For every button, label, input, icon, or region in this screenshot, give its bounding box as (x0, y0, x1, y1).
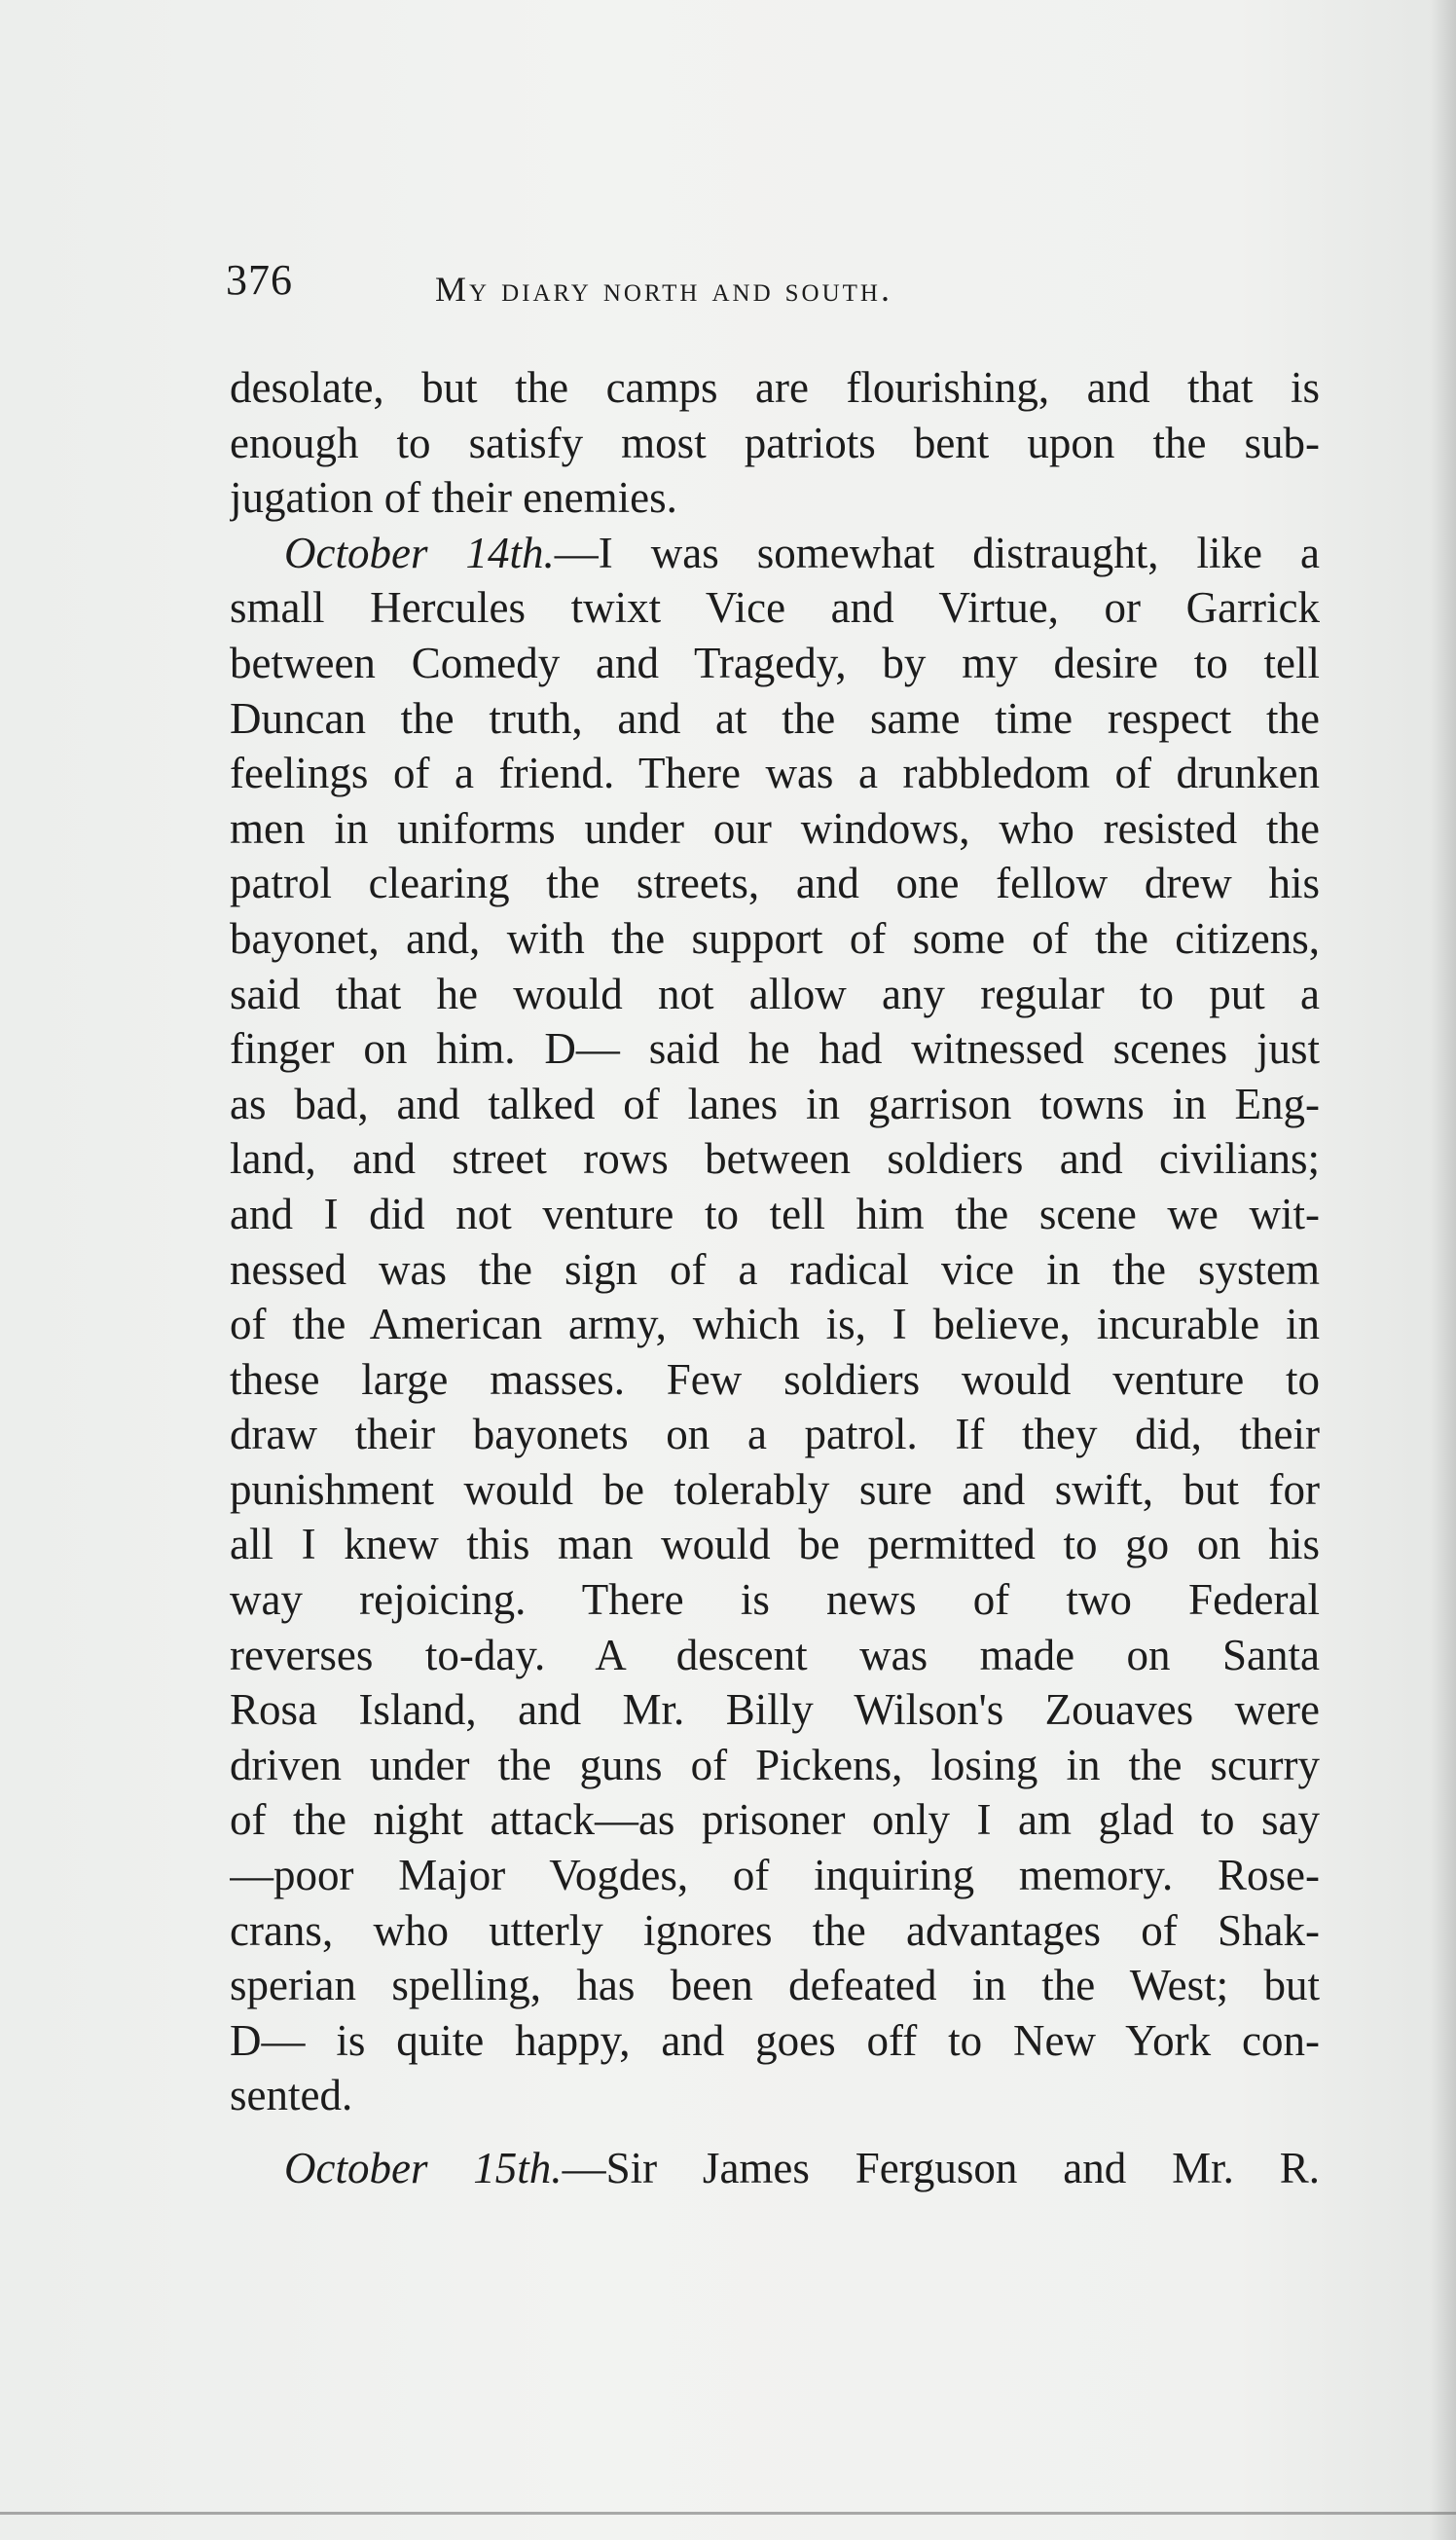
text-line: said that he would not allow any regular to put a (230, 969, 1320, 1018)
text-line: feelings of a friend. There was a rabbledom of drunken (230, 749, 1320, 798)
text-line: driven under the guns of Pickens, losing in the scurry (230, 1740, 1320, 1789)
date-line-text: —I was somewhat distraught, like a (554, 528, 1320, 577)
date-line-text: —Sir James Ferguson and Mr. R. (562, 2144, 1320, 2192)
text-line: all I knew this man would be permitted to go on his (230, 1520, 1320, 1569)
text-line: these large masses. Few soldiers would venture to (230, 1354, 1320, 1404)
text-line: jugation of their enemies. (230, 473, 677, 523)
diary-date: October 14th. (284, 528, 555, 577)
text-line: patrol clearing the streets, and one fellow drew his (230, 859, 1320, 908)
text-line: bayonet, and, with the support of some of the citizens, (230, 913, 1320, 963)
text-line: —poor Major Vogdes, of inquiring memory. Rose- (230, 1851, 1320, 1900)
text-line: sperian spelling, has been defeated in the West; but (230, 1961, 1320, 2010)
text-line: crans, who utterly ignores the advantages of Shak- (230, 1905, 1320, 1955)
paragraph-1 (230, 360, 1320, 526)
text-line: of the American army, which is, I believe, incurable in (230, 1300, 1320, 1349)
text-line: small Hercules twixt Vice and Virtue, or Garrick (230, 583, 1320, 633)
page-header (226, 255, 1335, 333)
text-line: and I did not venture to tell him the scene we wit- (230, 1189, 1320, 1238)
body-text (230, 360, 1320, 2196)
text-line: sented. (230, 2071, 353, 2120)
text-line: finger on him. D— said he had witnessed scenes just (230, 1024, 1320, 1074)
paragraph-2 (230, 526, 1320, 2123)
page-bottom-edge (0, 2512, 1456, 2515)
text-line: as bad, and talked of lanes in garrison towns in Eng- (230, 1079, 1320, 1128)
text-line: reverses to-day. A descent was made on Santa (230, 1630, 1320, 1679)
text-line: men in uniforms under our windows, who resisted the (230, 803, 1320, 853)
text-line: enough to satisfy most patriots bent upon the sub- (230, 418, 1320, 467)
paragraph-gap (230, 2123, 1320, 2141)
text-line: punishment would be tolerably sure and swift, but for (230, 1464, 1320, 1514)
text-line: D— is quite happy, and goes off to New York con- (230, 2015, 1320, 2065)
text-line: draw their bayonets on a patrol. If they did, their (230, 1410, 1320, 1459)
paragraph-3 (230, 2141, 1320, 2196)
page-number: 376 (226, 256, 293, 304)
text-line (230, 526, 1320, 581)
running-title: my diary north and south. (435, 270, 892, 309)
text-line: way rejoicing. There is news of two Federal (230, 1575, 1320, 1625)
text-line: land, and street rows between soldiers and civilians; (230, 1134, 1320, 1184)
text-line: Rosa Island, and Mr. Billy Wilson's Zouaves were (230, 1685, 1320, 1735)
text-line: of the night attack—as prisoner only I am glad to say (230, 1795, 1320, 1845)
text-line: between Comedy and Tragedy, by my desire to tell (230, 638, 1320, 687)
text-line: nessed was the sign of a radical vice in the system (230, 1244, 1320, 1294)
text-line: desolate, but the camps are flourishing, and that is (230, 363, 1320, 412)
text-line: Duncan the truth, and at the same time respect the (230, 693, 1320, 743)
diary-date: October 15th. (284, 2144, 563, 2192)
text-line (230, 2141, 1320, 2196)
page-gutter-shadow (1431, 0, 1456, 2540)
